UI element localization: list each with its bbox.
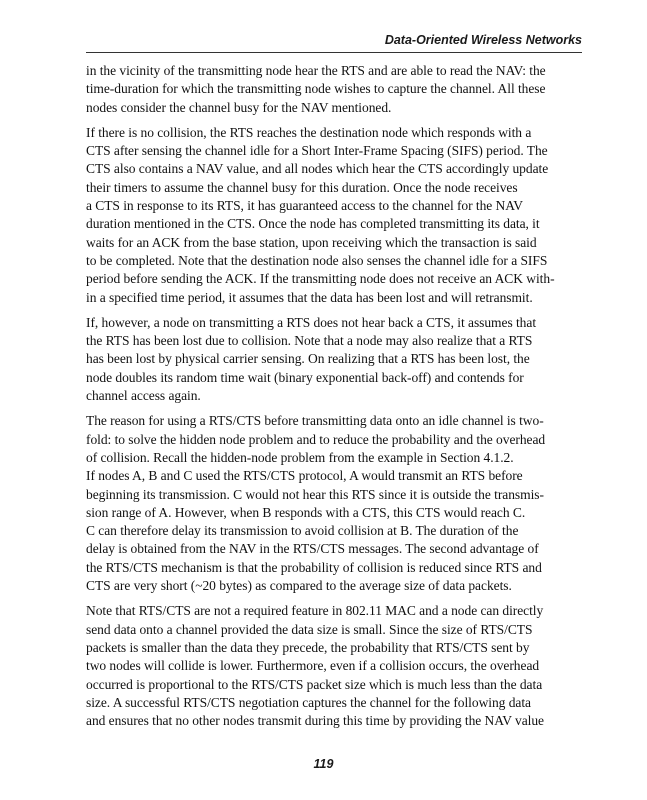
text-line: delay is obtained from the NAV in the RTS/CTS messages. The second advantage of — [86, 541, 539, 557]
text-line: If there is no collision, the RTS reaches the destination node which responds with a — [86, 124, 532, 140]
text-line: waits for an ACK from the base station, upon receiving which the transaction is said — [86, 234, 537, 250]
paragraph-3 — [86, 314, 582, 405]
paragraph-2 — [86, 124, 582, 307]
paragraph-5 — [86, 602, 582, 730]
header-rule — [86, 52, 582, 53]
text-line: in the vicinity of the transmitting node hear the RTS and are able to read the NAV: the — [86, 63, 546, 78]
text-line: channel access again. — [86, 388, 201, 404]
text-line: in a specified time period, it assumes that the data has been lost and will retransmit. — [86, 289, 533, 305]
running-header: Data-Oriented Wireless Networks — [384, 33, 582, 47]
text-line: their timers to assume the channel busy for this duration. Once the node receives — [86, 179, 518, 195]
page-number: 119 — [313, 757, 334, 771]
text-line: occurred is proportional to the RTS/CTS packet size which is much less than the data — [86, 676, 543, 692]
text-line: has been lost by physical carrier sensing. On realizing that a RTS has been lost, the — [86, 351, 530, 367]
text-line: size. A successful RTS/CTS negotiation captures the channel for the following data — [86, 694, 531, 710]
text-line: a CTS in response to its RTS, it has guaranteed access to the channel for the NAV — [86, 198, 523, 214]
text-line: fold: to solve the hidden node problem and to reduce the probability and the overhead — [86, 431, 546, 447]
text-line: CTS after sensing the channel idle for a Short Inter-Frame Spacing (SIFS) period. The — [86, 143, 548, 159]
text-line: CTS also contains a NAV value, and all nodes which hear the CTS accordingly update — [86, 161, 549, 177]
text-line: Note that RTS/CTS are not a required feature in 802.11 MAC and a node can directly — [86, 603, 544, 619]
text-line: duration mentioned in the CTS. Once the node has completed transmitting its data, it — [86, 216, 540, 232]
text-line: send data onto a channel provided the data size is small. Since the size of RTS/CTS — [86, 621, 533, 637]
text-line: If, however, a node on transmitting a RTS does not hear back a CTS, it assumes that — [86, 314, 537, 330]
text-line: period before sending the ACK. If the transmitting node does not receive an ACK with- — [86, 271, 555, 287]
paragraph-1 — [86, 62, 582, 117]
text-line: and ensures that no other nodes transmit during this time by providing the NAV value — [86, 713, 544, 729]
text-line: sion range of A. However, when B responds with a CTS, this CTS would reach C. — [86, 504, 526, 520]
text-line: The reason for using a RTS/CTS before transmitting data onto an idle channel is two- — [86, 413, 544, 429]
text-line: node doubles its random time wait (binary exponential back-off) and contends for — [86, 369, 524, 385]
text-line: the RTS has been lost due to collision. Note that a node may also realize that a RTS — [86, 333, 533, 349]
text-line: the RTS/CTS mechanism is that the probability of collision is reduced since RTS and — [86, 559, 542, 575]
body-text — [86, 62, 582, 737]
text-line: to be completed. Note that the destination node also senses the channel idle for a SIFS — [86, 252, 548, 268]
paragraph-4 — [86, 412, 582, 595]
text-line: beginning its transmission. C would not hear this RTS since it is outside the transmis- — [86, 486, 544, 502]
text-line: time-duration for which the transmitting node wishes to capture the channel. All these — [86, 81, 546, 97]
text-line: If nodes A, B and C used the RTS/CTS protocol, A would transmit an RTS before — [86, 468, 523, 484]
text-line: of collision. Recall the hidden-node problem from the example in Section 4.1.2. — [86, 449, 514, 465]
text-line: C can therefore delay its transmission to avoid collision at B. The duration of the — [86, 523, 519, 539]
text-line: packets is smaller than the data they precede, the probability that RTS/CTS sent by — [86, 639, 530, 655]
text-line: two nodes will collide is lower. Furthermore, even if a collision occurs, the overhead — [86, 658, 540, 674]
text-line: nodes consider the channel busy for the NAV mentioned. — [86, 99, 392, 115]
text-line: CTS are very short (~20 bytes) as compared to the average size of data packets. — [86, 578, 512, 594]
